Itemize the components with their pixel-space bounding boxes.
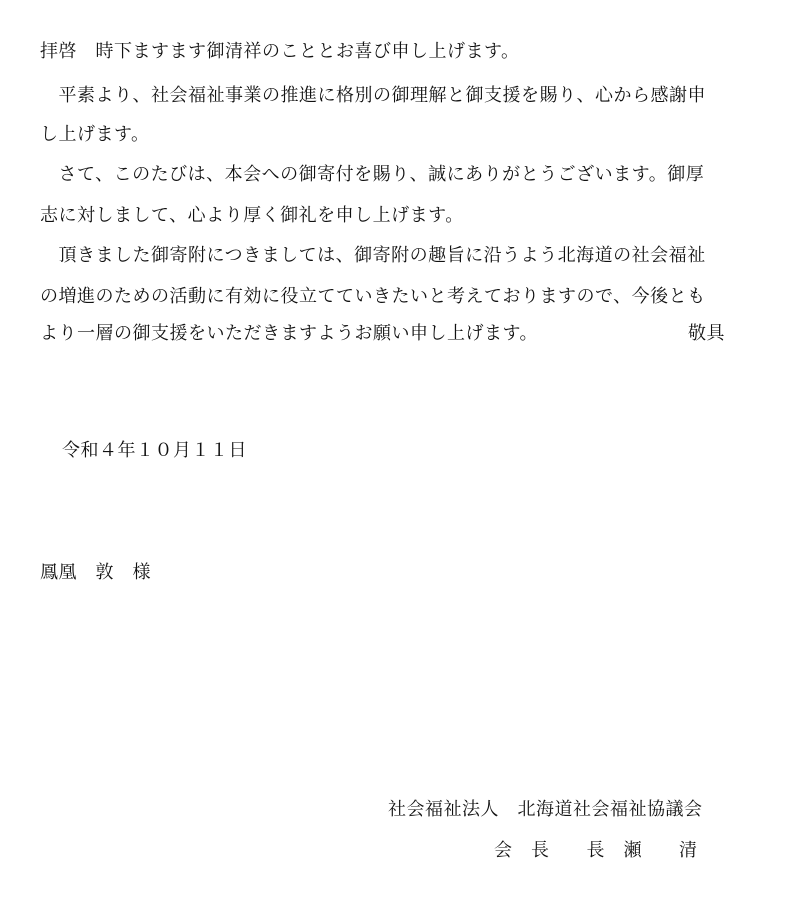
body-line-greeting: 拝啓 時下ますます御清祥のこととお喜び申し上げます。 [40,41,520,62]
body-line: し上げます。 [40,124,150,145]
letter-date: 令和４年１０月１１日 [62,440,247,461]
sender-title-name: 会 長 長 瀬 清 [494,840,698,861]
body-line: より一層の御支援をいただきますようお願い申し上げます。 [40,323,539,344]
body-line: 平素より、社会福祉事業の推進に格別の御理解と御支援を賜り、心から感謝申 [40,85,706,106]
body-line: さて、このたびは、本会への御寄付を賜り、誠にありがとうございます。御厚 [40,164,705,185]
recipient-name: 鳳凰 敦 様 [40,562,151,583]
body-line: 頂きました御寄附につきましては、御寄附の趣旨に沿うよう北海道の社会福祉 [40,245,706,266]
body-line: 志に対しまして、心より厚く御礼を申し上げます。 [40,205,464,226]
body-line: の増進のための活動に有効に役立てていきたいと考えておりますので、今後とも [40,286,706,307]
closing-phrase: 敬具 [688,323,725,344]
sender-organization: 社会福祉法人 北海道社会福祉協議会 [388,799,703,820]
